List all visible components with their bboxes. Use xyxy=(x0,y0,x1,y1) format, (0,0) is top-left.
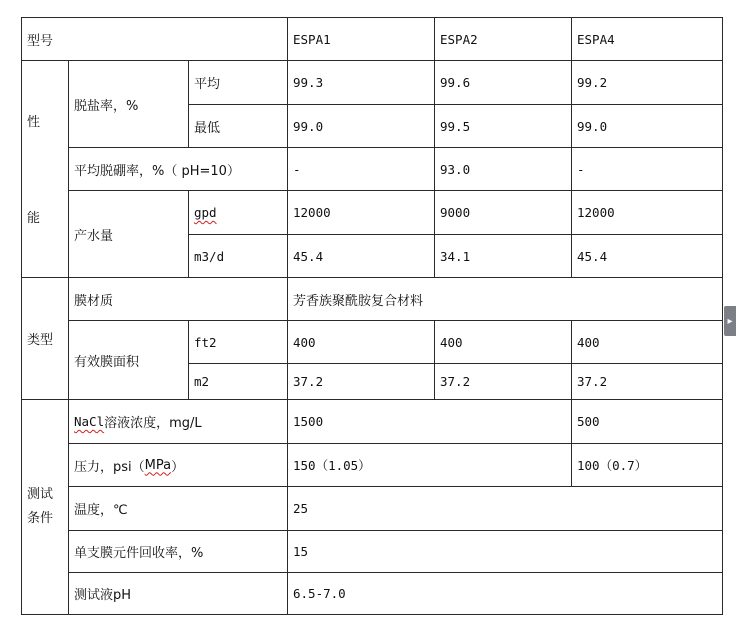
salt-rejection-label-cell: 脱盐率，% xyxy=(68,60,189,148)
gpd-espa1: 12000 xyxy=(287,190,435,235)
min-espa4: 99.0 xyxy=(571,104,723,148)
boron-label-cell: 平均脱硼率，%（ pH=10） xyxy=(68,147,288,191)
gpd-label-cell: gpd xyxy=(188,190,288,235)
ft2-label-cell: ft2 xyxy=(188,320,288,364)
boron-espa4: - xyxy=(571,147,723,191)
min-espa1: 99.0 xyxy=(287,104,435,148)
ph-label-cell: 测试液pH xyxy=(68,572,288,615)
temperature-value-cell: 25 xyxy=(287,486,723,531)
temperature-label-cell: 温度，℃ xyxy=(68,486,288,531)
type-group-label: 类型 xyxy=(21,277,69,400)
min-label-cell: 最低 xyxy=(188,104,288,148)
m3d-espa4: 45.4 xyxy=(571,234,723,278)
pressure-espa4: 100（0.7） xyxy=(571,443,723,487)
avg-label-cell: 平均 xyxy=(188,60,288,105)
recovery-label-cell: 单支膜元件回收率，% xyxy=(68,530,288,573)
ft2-espa1: 400 xyxy=(287,320,435,364)
m2-espa2: 37.2 xyxy=(434,363,572,400)
nacl-espa4: 500 xyxy=(571,399,723,444)
m2-label-cell: m2 xyxy=(188,363,288,400)
model-header-cell xyxy=(21,17,288,61)
m3d-espa1: 45.4 xyxy=(287,234,435,278)
ph-value-cell: 6.5-7.0 xyxy=(287,572,723,615)
avg-espa4: 99.2 xyxy=(571,60,723,105)
performance-group-label: 性 能 xyxy=(21,60,69,278)
avg-espa1: 99.3 xyxy=(287,60,435,105)
boron-espa2: 93.0 xyxy=(434,147,572,191)
min-espa2: 99.5 xyxy=(434,104,572,148)
ft2-espa2: 400 xyxy=(434,320,572,364)
model-espa4-header: ESPA4 xyxy=(571,17,723,61)
material-label-cell: 膜材质 xyxy=(68,277,288,321)
pressure-espa1-espa2: 150（1.05） xyxy=(287,443,572,487)
flow-label-cell: 产水量 xyxy=(68,190,189,278)
m2-espa4: 37.2 xyxy=(571,363,723,400)
boron-espa1: - xyxy=(287,147,435,191)
test-conditions-group-label: 测试 条件 xyxy=(21,399,69,615)
model-header-label: 型号 xyxy=(27,33,54,49)
side-handle-icon[interactable]: ▸ xyxy=(724,306,736,336)
m3d-label-cell: m3/d xyxy=(188,234,288,278)
nacl-label-cell: NaCl 溶液浓度，mg/L xyxy=(68,399,288,444)
model-espa1-header: ESPA1 xyxy=(287,17,435,61)
nacl-espa1-espa2: 1500 xyxy=(287,399,572,444)
pressure-label-cell: 压力，psi（ MPa ） xyxy=(68,443,288,487)
model-espa2-header: ESPA2 xyxy=(434,17,572,61)
area-label-cell: 有效膜面积 xyxy=(68,320,189,400)
gpd-espa4: 12000 xyxy=(571,190,723,235)
ft2-espa4: 400 xyxy=(571,320,723,364)
gpd-espa2: 9000 xyxy=(434,190,572,235)
material-value-cell: 芳香族聚酰胺复合材料 xyxy=(287,277,723,321)
m3d-espa2: 34.1 xyxy=(434,234,572,278)
recovery-value-cell: 15 xyxy=(287,530,723,573)
m2-espa1: 37.2 xyxy=(287,363,435,400)
avg-espa2: 99.6 xyxy=(434,60,572,105)
